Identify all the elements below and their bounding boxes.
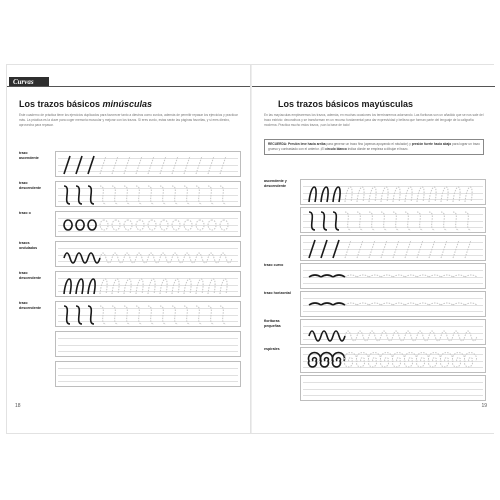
stroke-trace-guide <box>393 212 399 230</box>
stroke-sample <box>76 186 82 204</box>
stroke-trace-guide <box>453 331 465 341</box>
stroke-trace-guide <box>160 306 166 324</box>
stroke-trace-guide <box>208 186 214 204</box>
stroke-trace-guide <box>184 186 190 204</box>
practice-lines <box>300 207 486 233</box>
stroke-trace-guide <box>100 186 106 204</box>
stroke-trace-guide <box>441 187 448 202</box>
stroke-trace-guide <box>148 156 154 174</box>
stroke-trace-guide <box>405 353 417 367</box>
row-label: florituras pequeñas <box>264 319 281 328</box>
stroke-trace-guide <box>160 279 167 294</box>
reminder-box: RECUERDA: Presión leve hacia arriba para generar un trazo fino (apenas apoyando el rotulador) y presión fuerte hacia abajo para lograr un trazo grueso y contrastado con el anterior. ¡El círculo blanco indica dónde se empieza a dibujar el trazo. <box>264 139 484 155</box>
stroke-trace-guide <box>417 303 429 305</box>
guide-line <box>58 368 238 369</box>
stroke-trace-guide <box>124 279 131 294</box>
stroke-sample <box>309 212 315 230</box>
stroke-trace-guide <box>369 303 381 305</box>
stroke-trace-guide <box>429 240 435 258</box>
stroke-trace-guide <box>369 331 381 341</box>
stroke-trace-guide <box>417 240 423 258</box>
stroke-trace-guide <box>369 240 375 258</box>
stroke-trace-guide <box>100 279 107 294</box>
stroke-trace-guide <box>345 353 357 367</box>
stroke-trace-guide <box>100 220 108 230</box>
stroke-trace-guide <box>112 253 124 263</box>
stroke-trace-guide <box>453 240 459 258</box>
stroke-trace-guide <box>453 303 465 305</box>
stroke-trace-guide <box>112 306 118 324</box>
left-page-number: 18 <box>15 403 21 409</box>
stroke-trace-guide <box>345 240 351 258</box>
guide-line <box>58 338 238 339</box>
stroke-trace-guide <box>345 331 357 341</box>
guide-line <box>303 389 483 390</box>
stroke-trace-guide <box>148 306 154 324</box>
stroke-trace-guide <box>357 275 369 277</box>
stroke-trace-guide <box>465 331 477 341</box>
stroke-trace-guide <box>196 156 202 174</box>
stroke-trace-guide <box>441 353 453 367</box>
stroke-trace-guide <box>112 279 119 294</box>
stroke-trace-guide <box>172 186 178 204</box>
stroke-trace-guide <box>208 220 216 230</box>
stroke-trace-guide <box>393 353 405 367</box>
stroke-trace-guide <box>429 212 435 230</box>
right-practice-row <box>264 319 486 345</box>
stroke-sample <box>333 212 339 230</box>
stroke-trace-guide <box>196 306 202 324</box>
stroke-sample <box>64 156 70 174</box>
stroke-trace-guide <box>208 279 215 294</box>
stroke-example <box>301 292 485 316</box>
stroke-trace-guide <box>208 253 220 263</box>
stroke-sample <box>64 253 76 263</box>
stroke-trace-guide <box>136 220 144 230</box>
right-practice-row <box>264 347 486 373</box>
stroke-trace-guide <box>345 303 357 305</box>
stroke-trace-guide <box>405 275 417 277</box>
practice-lines <box>55 331 241 357</box>
stroke-trace-guide <box>172 253 184 263</box>
stroke-trace-guide <box>112 220 120 230</box>
stroke-trace-guide <box>441 331 453 341</box>
stroke-sample <box>333 353 345 367</box>
guide-line <box>58 345 238 346</box>
stroke-trace-guide <box>465 353 477 367</box>
stroke-trace-guide <box>220 306 226 324</box>
stroke-sample <box>309 303 321 305</box>
stroke-trace-guide <box>405 187 412 202</box>
practice-lines <box>55 211 241 237</box>
stroke-trace-guide <box>429 187 436 202</box>
stroke-trace-guide <box>112 156 118 174</box>
left-practice-row <box>19 301 241 327</box>
stroke-trace-guide <box>441 240 447 258</box>
stroke-trace-guide <box>124 306 130 324</box>
stroke-trace-guide <box>369 187 376 202</box>
stroke-trace-guide <box>405 331 417 341</box>
stroke-sample <box>321 240 327 258</box>
practice-lines <box>300 291 486 317</box>
guide-line <box>303 395 483 396</box>
stroke-example <box>301 320 485 344</box>
stroke-trace-guide <box>417 331 429 341</box>
stroke-trace-guide <box>393 275 405 277</box>
stroke-sample <box>321 187 328 202</box>
stroke-example <box>301 264 485 288</box>
stroke-trace-guide <box>381 212 387 230</box>
stroke-trace-guide <box>124 253 136 263</box>
stroke-trace-guide <box>429 303 441 305</box>
stroke-trace-guide <box>453 212 459 230</box>
stroke-trace-guide <box>381 353 393 367</box>
stroke-sample <box>88 220 96 230</box>
stroke-trace-guide <box>124 186 130 204</box>
stroke-sample <box>76 253 88 263</box>
stroke-trace-guide <box>172 306 178 324</box>
row-label: trazo curvo <box>264 263 284 267</box>
stroke-trace-guide <box>357 331 369 341</box>
stroke-trace-guide <box>148 279 155 294</box>
right-practice-row <box>264 207 486 233</box>
stroke-sample <box>64 220 72 230</box>
stroke-trace-guide <box>393 331 405 341</box>
stroke-trace-guide <box>148 220 156 230</box>
stroke-trace-guide <box>357 240 363 258</box>
stroke-trace-guide <box>148 253 160 263</box>
stroke-trace-guide <box>136 156 142 174</box>
stroke-trace-guide <box>381 240 387 258</box>
stroke-trace-guide <box>357 187 364 202</box>
right-page <box>252 65 495 433</box>
header-rule <box>252 86 495 87</box>
stroke-trace-guide <box>220 253 232 263</box>
stroke-trace-guide <box>124 220 132 230</box>
row-label: trazo ascendente <box>19 151 39 160</box>
stroke-sample <box>321 303 333 305</box>
stroke-sample <box>309 275 321 277</box>
stroke-example <box>56 302 240 326</box>
header-rule <box>7 86 250 87</box>
stroke-sample <box>321 353 333 367</box>
stroke-example <box>56 272 240 296</box>
stroke-trace-guide <box>184 156 190 174</box>
practice-lines <box>55 361 241 387</box>
stroke-trace-guide <box>429 275 441 277</box>
practice-lines <box>300 179 486 205</box>
stroke-trace-guide <box>417 353 429 367</box>
stroke-sample <box>88 279 95 294</box>
right-page-title: Los trazos básicos mayúsculas <box>278 99 414 109</box>
row-label: trazo descendente <box>19 301 41 310</box>
row-label: trazo horizontal <box>264 291 291 295</box>
stroke-example <box>301 348 485 372</box>
stroke-example <box>56 242 240 266</box>
stroke-trace-guide <box>172 279 179 294</box>
stroke-example <box>56 182 240 206</box>
stroke-sample <box>333 240 339 258</box>
right-practice-row <box>264 375 486 401</box>
stroke-trace-guide <box>196 220 204 230</box>
stroke-sample <box>333 275 345 277</box>
stroke-sample <box>64 279 71 294</box>
stroke-trace-guide <box>184 279 191 294</box>
stroke-trace-guide <box>220 186 226 204</box>
practice-lines <box>300 263 486 289</box>
left-practice-row <box>19 361 241 387</box>
row-label: trazo descendente <box>19 181 41 190</box>
stroke-sample <box>309 331 321 341</box>
stroke-trace-guide <box>208 156 214 174</box>
stroke-sample <box>321 331 333 341</box>
stroke-sample <box>76 306 82 324</box>
stroke-trace-guide <box>417 187 424 202</box>
stroke-trace-guide <box>453 187 460 202</box>
stroke-sample <box>321 275 333 277</box>
stroke-trace-guide <box>345 275 357 277</box>
stroke-trace-guide <box>160 186 166 204</box>
stroke-trace-guide <box>369 353 381 367</box>
stroke-trace-guide <box>148 186 154 204</box>
practice-lines <box>55 241 241 267</box>
stroke-trace-guide <box>453 275 465 277</box>
stroke-trace-guide <box>220 156 226 174</box>
stroke-sample <box>333 303 345 305</box>
stroke-trace-guide <box>381 187 388 202</box>
stroke-trace-guide <box>100 306 106 324</box>
practice-lines <box>300 347 486 373</box>
stroke-sample <box>76 156 82 174</box>
stroke-trace-guide <box>465 275 477 277</box>
right-practice-row <box>264 179 486 205</box>
stroke-trace-guide <box>220 220 228 230</box>
stroke-trace-guide <box>160 220 168 230</box>
stroke-trace-guide <box>429 353 441 367</box>
right-intro-text: En las mayúsculas emplearemos los trazos, además, en muchas ocasiones los terminaremos adornando. Las florituras son un añadido que se nos sale del trazo estricto: decorativos y se transforman en un recurso fundamental para dar expresividad y belleza que forman parte del lenguaje de la caligrafía moderna. Practica mucho estos trazos, ¡son la base de todo! <box>264 113 484 127</box>
left-practice-row <box>19 151 241 177</box>
section-tab: Curvas <box>9 77 49 87</box>
right-practice-row <box>264 291 486 317</box>
stroke-trace-guide <box>357 353 369 367</box>
stroke-trace-guide <box>172 220 180 230</box>
stroke-trace-guide <box>465 187 472 202</box>
left-intro-text: Este cuaderno de práctica tiene los ejercicios duplicados para favorecer tanto a diestros como zurdos, además de permitir repasar los ejercicios y practicar más. La práctica es la clave para coger memoria muscular y mejorar con los trazos. Si eres zurdo, estas serán las páginas favoritas, y si eres diestro, aprovecha para repasar. <box>19 113 238 127</box>
row-label: ascendente y descendente <box>264 179 287 188</box>
practice-lines <box>55 271 241 297</box>
stroke-trace-guide <box>184 220 192 230</box>
stroke-trace-guide <box>196 253 208 263</box>
stroke-trace-guide <box>381 331 393 341</box>
left-practice-row <box>19 271 241 297</box>
stroke-sample <box>64 186 70 204</box>
stroke-sample <box>333 331 345 341</box>
stroke-trace-guide <box>405 303 417 305</box>
stroke-trace-guide <box>345 187 352 202</box>
stroke-trace-guide <box>441 212 447 230</box>
stroke-trace-guide <box>441 303 453 305</box>
stroke-sample <box>321 212 327 230</box>
stroke-trace-guide <box>136 306 142 324</box>
stroke-sample <box>64 306 70 324</box>
stroke-sample <box>88 186 94 204</box>
stroke-trace-guide <box>381 303 393 305</box>
left-practice-row <box>19 181 241 207</box>
left-practice-row <box>19 241 241 267</box>
stroke-example <box>56 152 240 176</box>
stroke-trace-guide <box>357 303 369 305</box>
row-label: trazos ondulados <box>19 241 38 250</box>
stroke-sample <box>88 306 94 324</box>
stroke-trace-guide <box>136 186 142 204</box>
guide-line <box>303 382 483 383</box>
left-practice-row <box>19 211 241 237</box>
right-practice-row <box>264 263 486 289</box>
stroke-trace-guide <box>100 156 106 174</box>
guide-line <box>58 381 238 382</box>
stroke-trace-guide <box>465 212 471 230</box>
stroke-sample <box>309 353 321 367</box>
row-label: espirales <box>264 347 280 351</box>
guide-line <box>58 375 238 376</box>
stroke-trace-guide <box>429 331 441 341</box>
row-label: trazo o <box>19 211 31 215</box>
stroke-trace-guide <box>220 279 227 294</box>
stroke-trace-guide <box>393 187 400 202</box>
stroke-trace-guide <box>184 306 190 324</box>
row-label: trazo descendente <box>19 271 41 280</box>
stroke-trace-guide <box>160 253 172 263</box>
stroke-trace-guide <box>369 212 375 230</box>
stroke-sample <box>88 156 94 174</box>
stroke-example <box>301 236 485 260</box>
practice-lines <box>55 151 241 177</box>
stroke-example <box>301 180 485 204</box>
stroke-trace-guide <box>136 279 143 294</box>
guide-line <box>58 351 238 352</box>
stroke-trace-guide <box>357 212 363 230</box>
stroke-trace-guide <box>172 156 178 174</box>
stroke-trace-guide <box>208 306 214 324</box>
stroke-trace-guide <box>393 240 399 258</box>
stroke-sample <box>309 240 315 258</box>
stroke-trace-guide <box>345 212 351 230</box>
stroke-trace-guide <box>112 186 118 204</box>
stroke-trace-guide <box>136 253 148 263</box>
stroke-sample <box>88 253 100 263</box>
left-practice-row <box>19 331 241 357</box>
stroke-sample <box>76 279 83 294</box>
stroke-trace-guide <box>369 275 381 277</box>
stroke-trace-guide <box>405 240 411 258</box>
stroke-trace-guide <box>184 253 196 263</box>
stroke-example <box>56 212 240 236</box>
stroke-trace-guide <box>441 275 453 277</box>
stroke-trace-guide <box>100 253 112 263</box>
practice-lines <box>300 375 486 401</box>
stroke-trace-guide <box>381 275 393 277</box>
stroke-trace-guide <box>405 212 411 230</box>
right-practice-row <box>264 235 486 261</box>
stroke-trace-guide <box>196 186 202 204</box>
left-page-title: Los trazos básicos minúsculas <box>19 99 153 109</box>
stroke-sample <box>333 187 340 202</box>
practice-lines <box>55 181 241 207</box>
right-page-number: 19 <box>481 403 487 409</box>
stroke-trace-guide <box>465 303 477 305</box>
stroke-trace-guide <box>417 275 429 277</box>
practice-lines <box>55 301 241 327</box>
left-page <box>7 65 250 433</box>
stroke-trace-guide <box>124 156 130 174</box>
stroke-trace-guide <box>417 212 423 230</box>
practice-lines <box>300 235 486 261</box>
practice-lines <box>300 319 486 345</box>
stroke-trace-guide <box>196 279 203 294</box>
stroke-trace-guide <box>465 240 471 258</box>
stroke-example <box>301 208 485 232</box>
stroke-sample <box>76 220 84 230</box>
stroke-trace-guide <box>393 303 405 305</box>
book-spread <box>6 64 494 434</box>
stroke-trace-guide <box>160 156 166 174</box>
stroke-trace-guide <box>453 353 465 367</box>
stroke-sample <box>309 187 316 202</box>
